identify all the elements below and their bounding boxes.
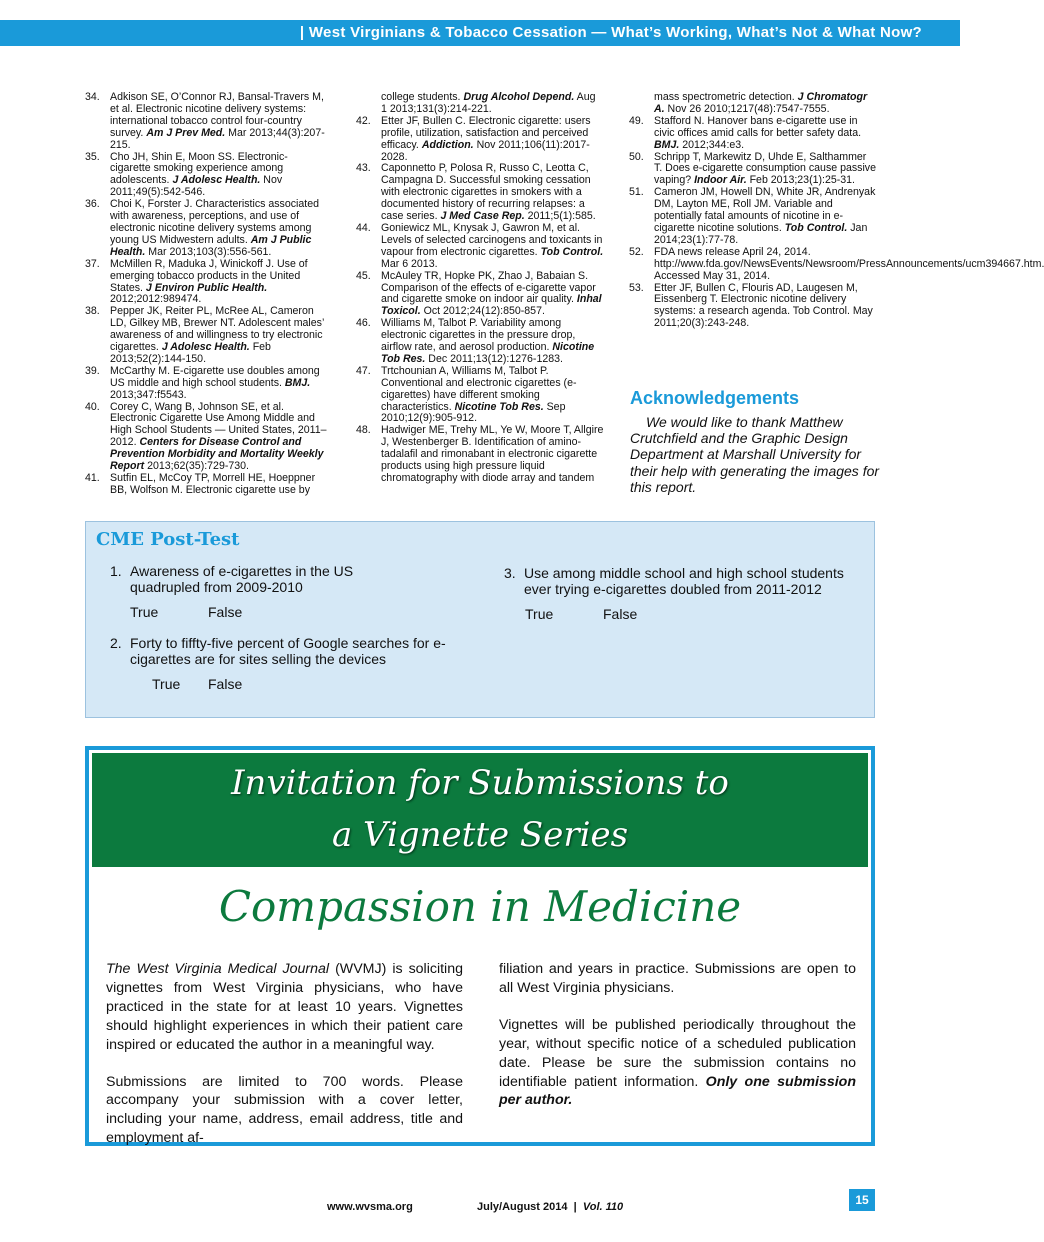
references-column-2 bbox=[356, 92, 604, 485]
reference-item: 40. Corey C, Wang B, Johnson SE, et al. Electronic Cigarette Use Among Middle and High School Students — United States, 2011–2012. Centers for Disease Control and Prevention Morbidity and Mortality Weekly Report 2013;62(35):729-730. bbox=[85, 400, 327, 473]
question-text: Awareness of e-cigarettes in the US quadrupled from 2009-2010 bbox=[130, 563, 354, 595]
journal-name: The West Virginia Medical Journal bbox=[106, 961, 330, 977]
reference-item: 49. Stafford N. Hanover bans e-cigarette use in civic offices amid calls for better safety data. BMJ. 2012;344:e3. bbox=[629, 114, 862, 151]
cme-question-1: 1. Awareness of e-cigarettes in the US quadrupled from 2009-2010 bbox=[110, 563, 400, 595]
question-text: Use among middle school and high school students ever trying e-cigarettes doubled from 2011-2012 bbox=[524, 565, 844, 597]
invitation-body-left bbox=[106, 960, 463, 1166]
running-header bbox=[0, 20, 960, 46]
acknowledgements-heading: Acknowledgements bbox=[630, 388, 800, 408]
invitation-body-right bbox=[499, 960, 856, 1128]
reference-item: 45. McAuley TR, Hopke PK, Zhao J, Babaian S. Comparison of the effects of e-cigarette vapor and cigarette smoke on indoor air quality. Inhal Toxicol. Oct 2012;24(12):850-857. bbox=[356, 269, 602, 318]
references-column-3 bbox=[629, 91, 1044, 330]
reference-item: 34. Adkison SE, O’Connor RJ, Bansal-Travers M, et al. Electronic nicotine delivery systems: international tobacco control four-country survey. Am J Prev Med. Mar 2013;44(3):207-215. bbox=[85, 91, 325, 151]
reference-item: 46. Williams M, Talbot P. Variability among electronic cigarettes in the pressure drop, airflow rate, and aerosol production. Nicotine Tob Res. Dec 2011;13(12):1276-1283. bbox=[356, 317, 595, 365]
cme-question-2: 2. Forty to fiffty-five percent of Google searches for e-cigarettes are for sites selling the devices bbox=[110, 635, 450, 667]
reference-number: 49. bbox=[629, 114, 644, 127]
reference-item: 44. Goniewicz ML, Knysak J, Gawron M, et al. Levels of selected carcinogens and toxicants in vapour from electronic cigarettes. Tob Control. Mar 6 2013. bbox=[356, 221, 604, 270]
reference-item: 36. Choi K, Forster J. Characteristics associated with awareness, perceptions, and use of electronic nicotine delivery systems among young US Midwestern adults. Am J Public Health. Mar 2013;103(3):556-561. bbox=[85, 198, 320, 258]
reference-number: 34. bbox=[85, 91, 100, 103]
reference-number: 42. bbox=[356, 114, 371, 127]
reference-item: 37. McMillen R, Maduka J, Winickoff J. Use of emerging tobacco products in the United States. J Environ Public Health. 2012;2012:989474. bbox=[85, 257, 308, 306]
reference-number: 37. bbox=[85, 257, 100, 270]
reference-item: 47. Trtchounian A, Williams M, Talbot P. Conventional and electronic cigarettes (e-cigarettes) have different smoking characteristics. Nicotine Tob Res. Sep 2010;12(9):905-912. bbox=[356, 364, 577, 425]
reference-item: 39. McCarthy M. E-cigarette use doubles among US middle and high school students. BMJ. 2013;347:f5543. bbox=[85, 364, 320, 401]
reference-item: 42. Etter JF, Bullen C. Electronic cigarette: users profile, utilization, satisfaction and perceived efficacy. Addiction. Nov 2011;106(11):2017-2028. bbox=[356, 114, 591, 163]
q1-true-option[interactable]: True bbox=[130, 604, 159, 620]
footer-website[interactable]: www.wvsma.org bbox=[327, 1201, 413, 1213]
reference-number: 39. bbox=[85, 364, 100, 377]
reference-number: 44. bbox=[356, 221, 371, 234]
cme-post-test-box bbox=[85, 521, 875, 718]
running-header-title: | West Virginians & Tobacco Cessation — What’s Working, What’s Not & What Now? bbox=[299, 24, 922, 41]
submission-limit-note: Only one submission per author. bbox=[499, 1073, 856, 1109]
invitation-paragraph: The West Virginia Medical Journal (WVMJ) is soliciting vignettes from West Virginia physicians, who have practiced in the state for at least 10 years. Vignettes should highlight experiences in which their patient care inspired or educated the author in a meaningful way. bbox=[106, 961, 463, 1053]
reference-number: 51. bbox=[629, 186, 644, 199]
reference-item: 50. Schripp T, Markewitz D, Uhde E, Salthammer T. Does e-cigarette consumption cause passive vaping? Indoor Air. Feb 2013;23(1):25-31. bbox=[629, 150, 876, 187]
invitation-title-line-2: a Vignette Series bbox=[331, 815, 629, 855]
invitation-subtitle: Compassion in Medicine bbox=[218, 882, 742, 931]
reference-number: 47. bbox=[356, 364, 371, 377]
reference-number: 38. bbox=[85, 305, 100, 318]
invitation-title-line-1: Invitation for Submissions to bbox=[231, 763, 729, 803]
reference-continuation: mass spectrometric detection. J Chromatogr A. Nov 26 2010;1217(48):7547-7555. bbox=[654, 91, 868, 115]
reference-item: 52. FDA news release April 24, 2014. http://www.fda.gov/NewsEvents/Newsroom/PressAnnouncements/ucm394667.htm. Accessed May 31, 2014. bbox=[629, 245, 1044, 282]
reference-item: 51. Cameron JM, Howell DN, White JR, Andrenyak DM, Layton ME, Roll JM. Variable and potentially fatal amounts of nicotine in e-cigarette nicotine solutions. Tob Control. Jan 2014;23(1):77-78. bbox=[629, 186, 876, 246]
reference-item: 41. Sutfin EL, McCoy TP, Morrell HE, Hoeppner BB, Wolfson M. Electronic cigarette use by bbox=[85, 472, 316, 496]
reference-number: 41. bbox=[85, 472, 100, 484]
invitation-paragraph: Vignettes will be published periodically throughout the year, without specific notice of a scheduled publication date. Please be sure the submission contains no identifiable patient information. Only one submission per author. bbox=[499, 1016, 856, 1109]
q3-false-option[interactable]: False bbox=[603, 606, 638, 622]
q2-true-option[interactable]: True bbox=[152, 676, 181, 692]
reference-item: 48. Hadwiger ME, Trehy ML, Ye W, Moore T, Allgire J, Westenberger B. Identification of amino-tadalafil and rimonabant in electronic cigarette products using high pressure liquid chromatography with diode array and tandem bbox=[356, 424, 604, 484]
reference-number: 53. bbox=[629, 281, 644, 294]
invitation-paragraph: filiation and years in practice. Submissions are open to all West Virginia physicians. bbox=[499, 961, 856, 996]
footer-issue: July/August 2014 | Vol. 110 bbox=[477, 1201, 624, 1213]
reference-number: 46. bbox=[356, 317, 371, 330]
cme-question-3: 3. Use among middle school and high school students ever trying e-cigarettes doubled from 2011-2012 bbox=[504, 565, 864, 597]
reference-number: 35. bbox=[85, 150, 100, 163]
reference-number: 40. bbox=[85, 400, 100, 413]
reference-number: 50. bbox=[629, 150, 644, 163]
reference-number: 48. bbox=[356, 424, 371, 437]
reference-item: 35. Cho JH, Shin E, Moon SS. Electronic-cigarette smoking experience among adolescents. J Adolesc Health. Nov 2011;49(5):542-546. bbox=[85, 150, 288, 199]
reference-item: 53. Etter JF, Bullen C, Flouris AD, Laugesen M, Eissenberg T. Electronic nicotine delivery systems: a research agenda. Tob Control. May 2011;20(3):243-248. bbox=[629, 281, 873, 330]
reference-continuation: college students. Drug Alcohol Depend. Aug 1 2013;131(3):214-221. bbox=[381, 91, 596, 115]
reference-number: 45. bbox=[356, 269, 371, 282]
q3-true-option[interactable]: True bbox=[525, 606, 554, 622]
invitation-banner bbox=[92, 753, 868, 867]
q1-false-option[interactable]: False bbox=[208, 604, 243, 620]
page-number: 15 bbox=[849, 1189, 875, 1211]
reference-number: 43. bbox=[356, 162, 371, 175]
reference-item: 43. Caponnetto P, Polosa R, Russo C, Leotta C, Campagna D. Successful smoking cessation with electronic cigarettes in smokers with a documented history of recurring relapses: a case series. J Med Case Rep. 2011;5(1):585. bbox=[356, 162, 596, 223]
references-column-1 bbox=[85, 92, 327, 497]
reference-number: 36. bbox=[85, 198, 100, 211]
question-text: Forty to fiffty-five percent of Google searches for e-cigarettes are for sites selling the devices bbox=[130, 635, 446, 667]
invitation-paragraph: Submissions are limited to 700 words. Please accompany your submission with a cover letter, including your name, address, email address, title and employment af- bbox=[106, 1073, 463, 1147]
reference-number: 52. bbox=[629, 245, 644, 258]
cme-title: CME Post-Test bbox=[96, 529, 240, 550]
reference-item: 38. Pepper JK, Reiter PL, McRee AL, Cameron LD, Gilkey MB, Brewer NT. Adolescent males’ awareness of and willingness to try electronic cigarettes. J Adolesc Health. Feb 2013;52(2):144-150. bbox=[85, 305, 324, 365]
q2-false-option[interactable]: False bbox=[208, 676, 243, 692]
acknowledgements-text: We would like to thank Matthew Crutchfield and the Graphic Design Department at Marshall University for their help with generating the images for this report. bbox=[630, 414, 880, 495]
